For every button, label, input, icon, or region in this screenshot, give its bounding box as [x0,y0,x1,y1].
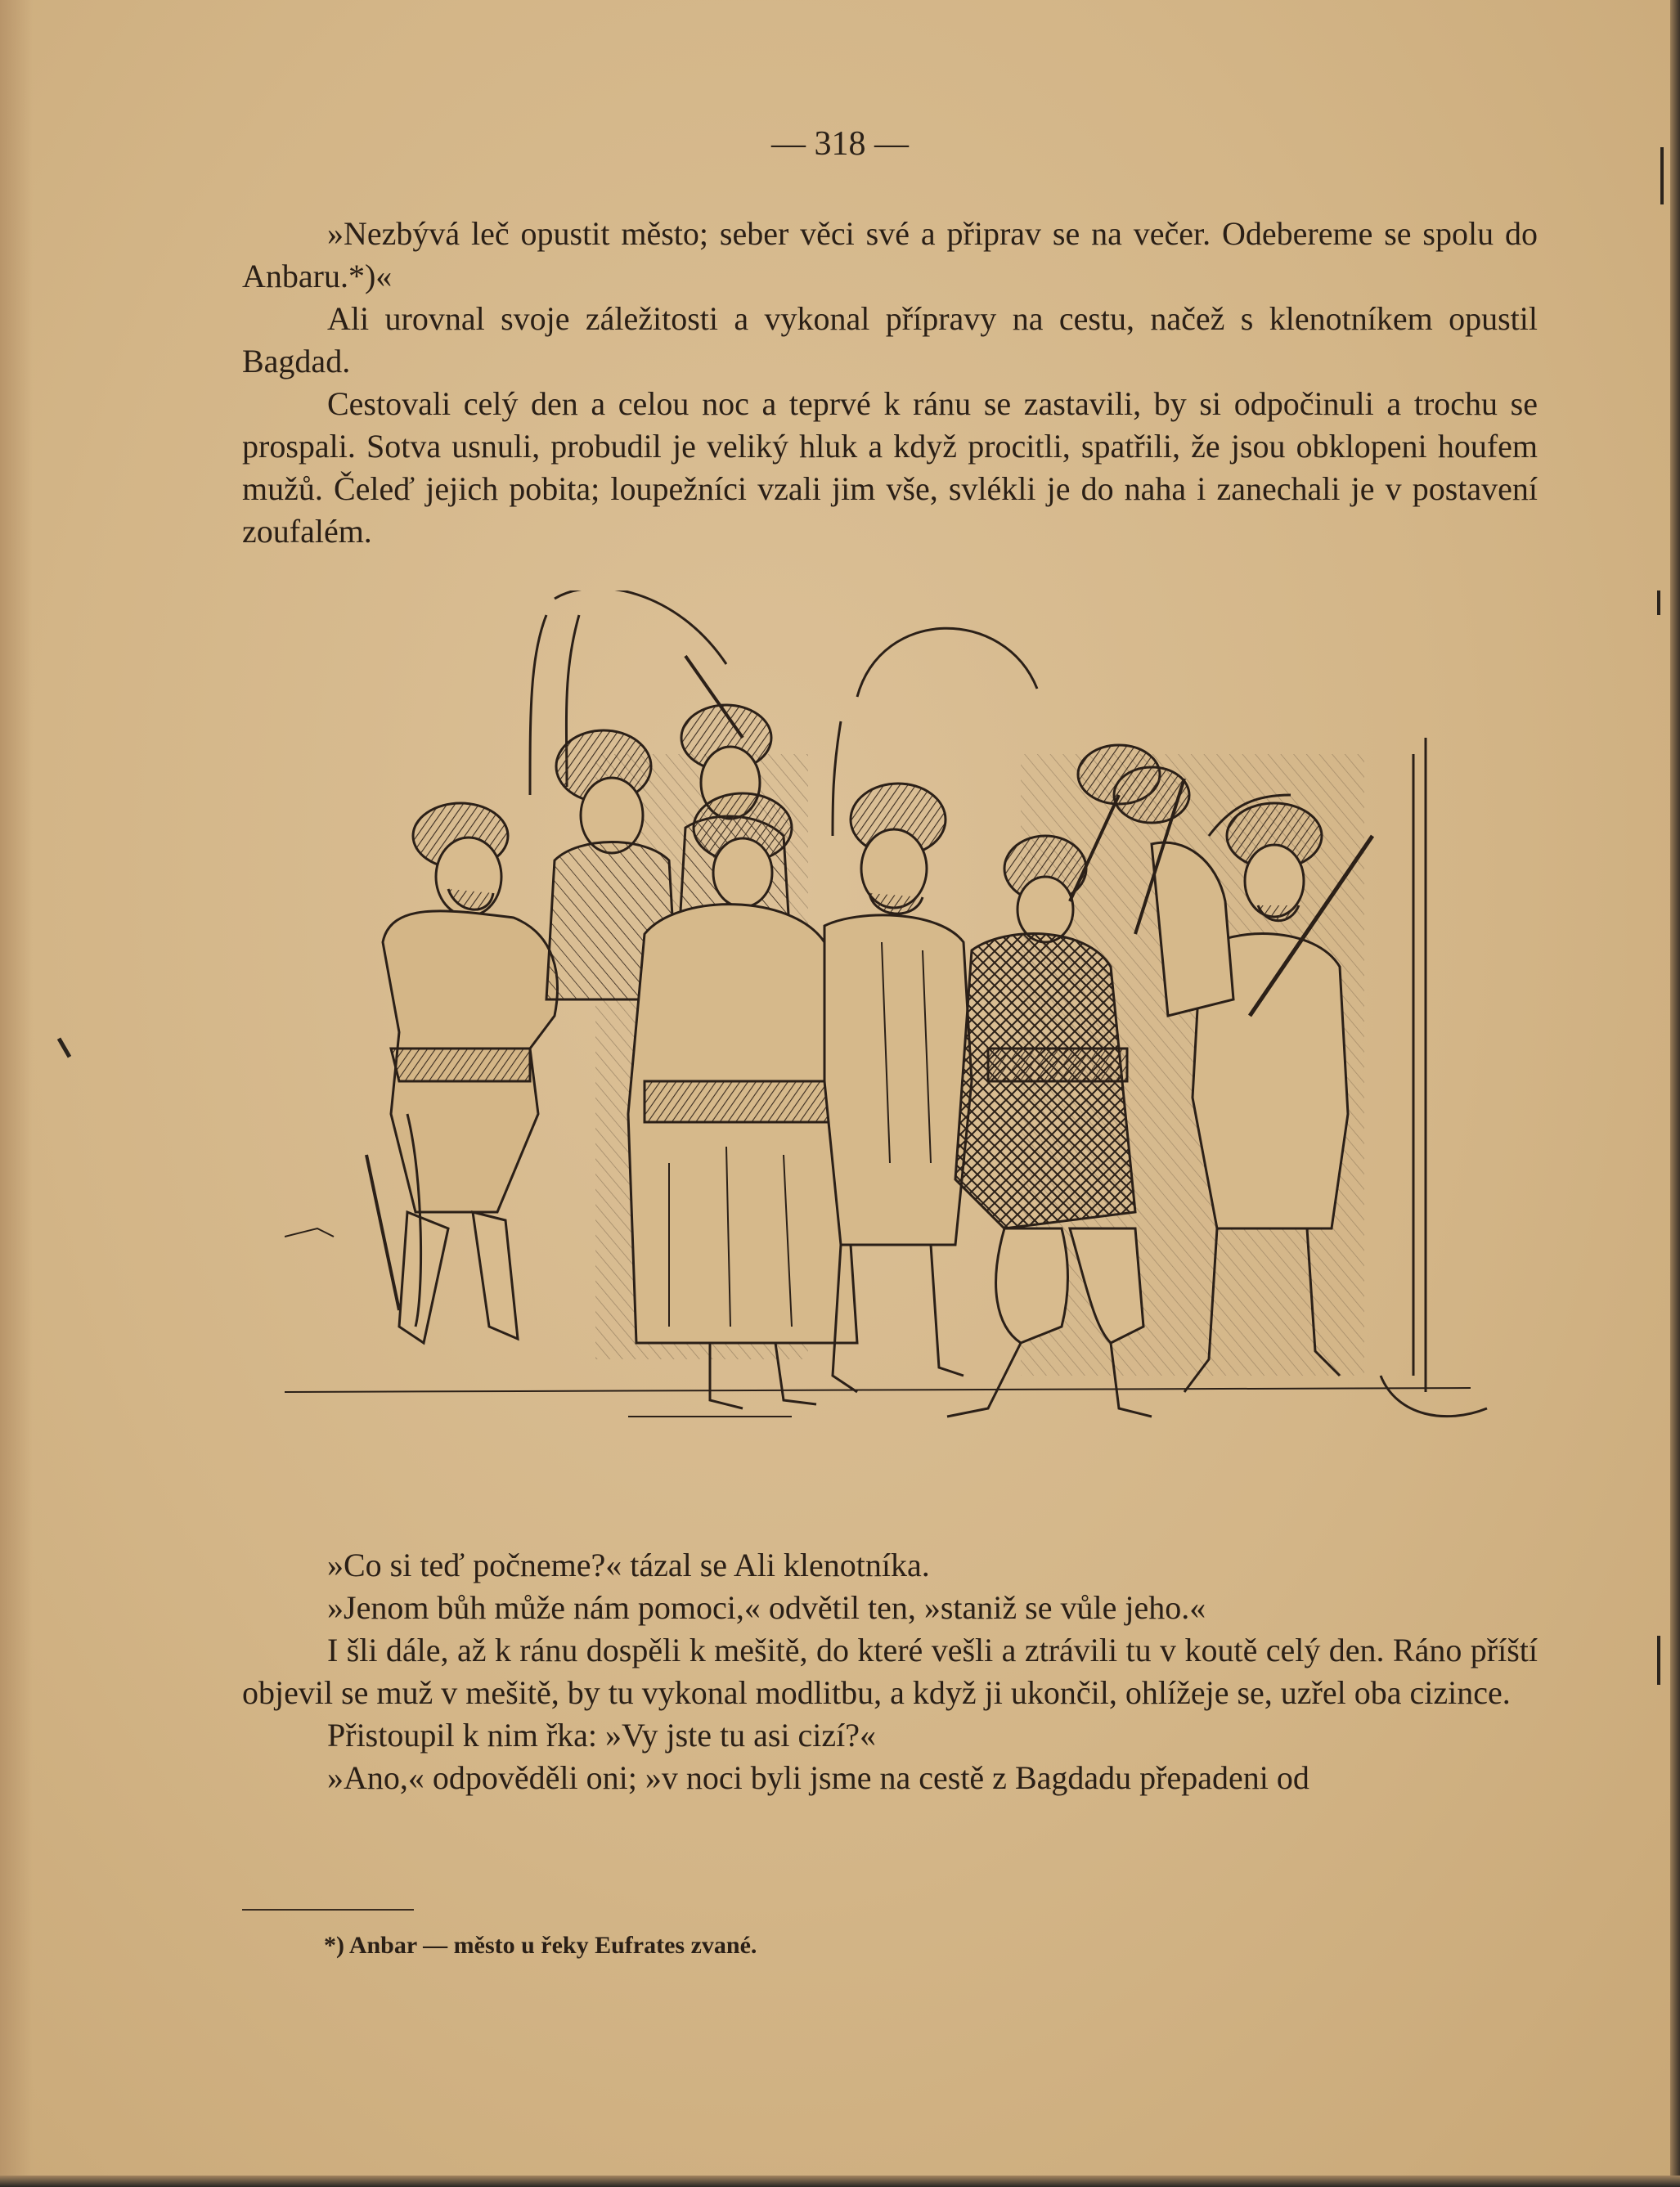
page-edge-right [1670,0,1680,2187]
margin-mark [1657,591,1660,615]
page-number: — 318 — [771,125,909,163]
paragraph: Cestovali celý den a celou noc a teprvé k ránu se zastavili, by si odpočinuli a trochu se prospali. Sotva usnuli, probudil je veliký hluk a když procitli, spatřili, že jsou obklopeni houfem mužů. Čeleď jejich pobita; loupežníci vzali jim vše, svlékli je do naha i zanechali je v postavení zoufalém. [242,385,1538,550]
footnote-rule [242,1909,414,1911]
paragraph: I šli dále, až k ránu dospěli k mešitě, do které vešli a ztrávili tu v koutě celý den. Ráno příští objevil se muž v mešitě, by tu vykonal modlitbu, a když ji ukončil, ohlížeje se, uzřel oba cizince. [242,1632,1538,1711]
text-block-top [242,213,1538,553]
paragraph: »Nezbývá leč opustit město; seber věci své a připrav se na večer. Odebereme se spolu do Anbaru.*)« [242,215,1538,294]
paragraph: »Jenom bůh může nám pomoci,« odvětil ten, »staniž se vůle jeho.« [327,1589,1206,1626]
footnote: *) Anbar — město u řeky Eufrates zvané. [324,1932,757,1959]
paragraph: »Co si teď počneme?« tázal se Ali klenotníka. [327,1547,930,1583]
engraving-men-in-turbans-icon [285,591,1498,1490]
margin-mark [1657,1636,1660,1685]
margin-mark [57,1037,71,1058]
page-edge-bottom [0,2176,1680,2187]
paragraph: Ali urovnal svoje záležitosti a vykonal přípravy na cestu, načež s klenotníkem opustil Bagdad. [242,300,1538,379]
text-block-bottom [242,1544,1538,1799]
paragraph: »Ano,« odpověděli oni; »v noci byli jsme na cestě z Bagdadu přepadeni od [327,1759,1309,1796]
paragraph: Přistoupil k nim řka: »Vy jste tu asi cizí?« [327,1717,877,1754]
